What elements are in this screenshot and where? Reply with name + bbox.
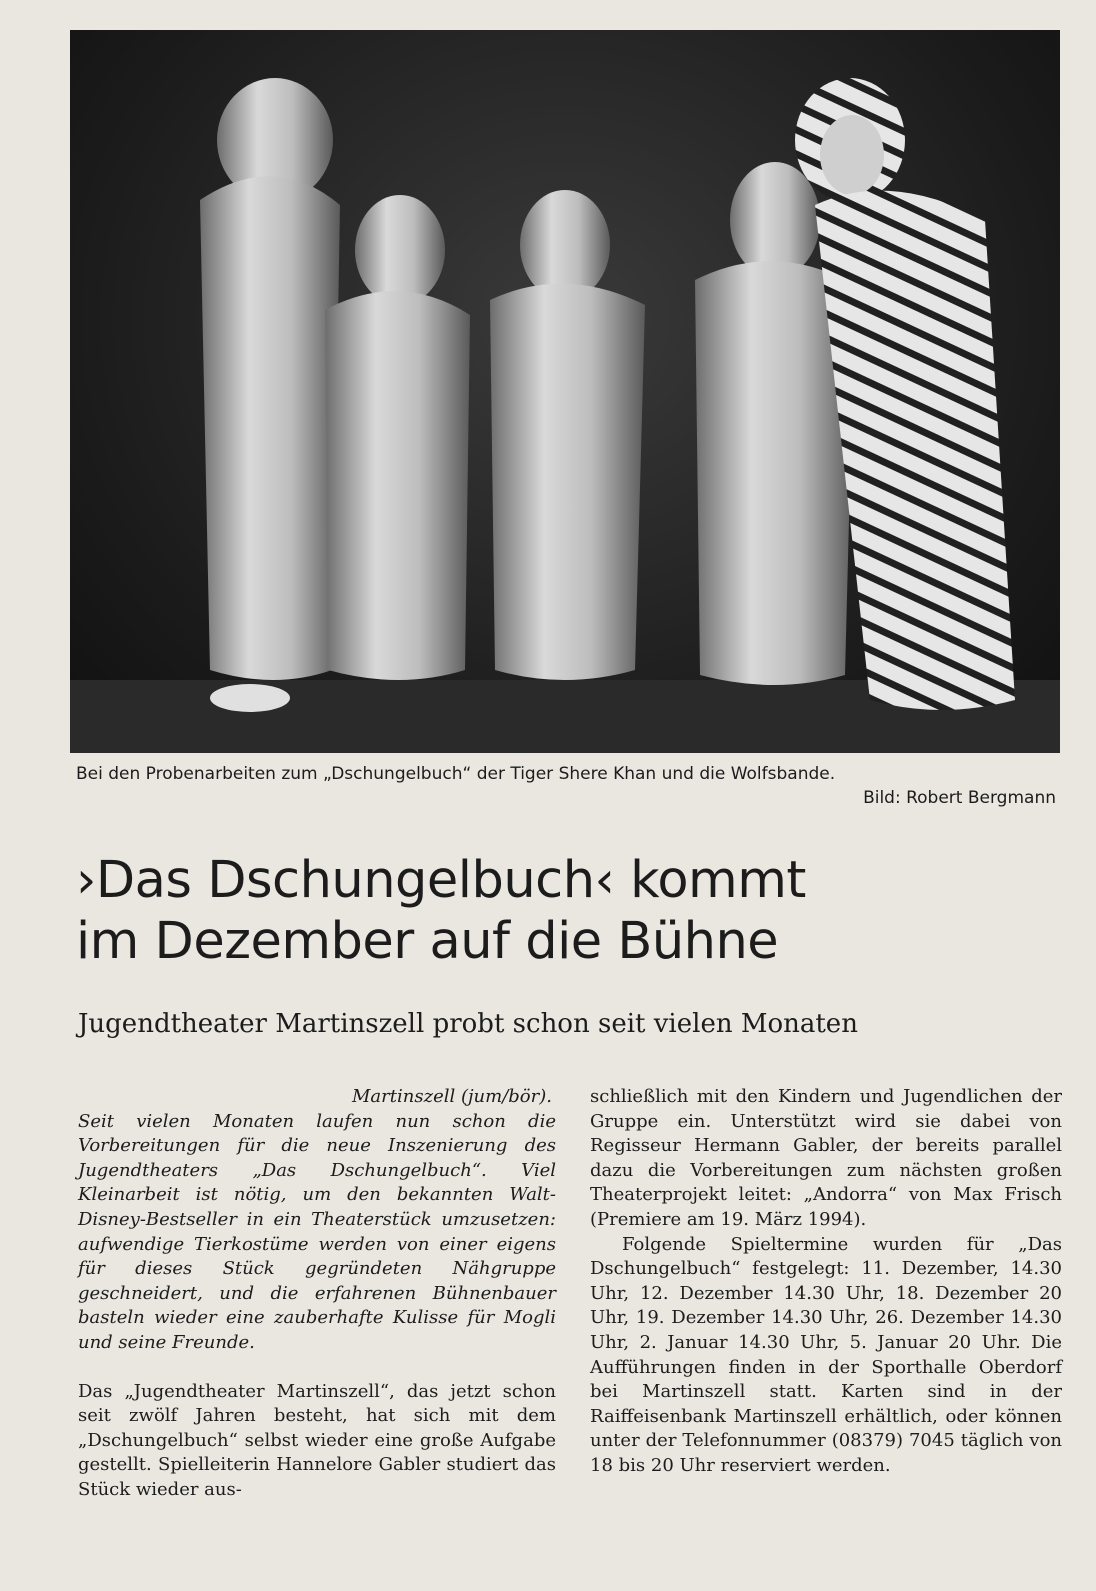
headline-line-2: im Dezember auf die Bühne (76, 912, 779, 971)
caption-text: Bei den Probenarbeiten zum „Dschungelbuch“ der Tiger Shere Khan und die Wolfsbande. (76, 764, 836, 784)
headline (76, 850, 1056, 972)
subheadline: Jugendtheater Martinszell probt schon seit vielen Monaten (78, 1009, 858, 1039)
paragraph-1: Das „Jugendtheater Martinszell“, das jetzt schon seit zwölf Jahren besteht, hat sich mit dem „Dschungelbuch“ selbst wieder eine große Aufgabe gestellt. Spielleiterin Hannelore Gabler studiert das Stück wieder aus- (78, 1380, 556, 1500)
article-intro (78, 1085, 556, 1356)
rehearsal-photo (70, 30, 1060, 753)
wolf-costume-figure-3 (490, 190, 645, 680)
wolf-costume-figure-1 (200, 78, 340, 712)
intro-text: Seit vielen Monaten laufen nun schon die Vorbereitungen für die neue Inszenierung des Jugendtheaters „Das Dschungelbuch“. Viel Kleinarbeit ist nötig, um den bekannten Walt-Disney-Bestseller in ein Theaterstück umzusetzen: aufwendige Tierkostüme werden von einer eigens für dieses Stück gegründeten Nähgruppe geschneidert, und die erfahrenen Bühnenbauer basteln wieder eine zauberhafte Kulisse für Mogli und seine Freunde. (78, 1110, 556, 1353)
photo-credit: Bild: Robert Bergmann (863, 788, 1056, 808)
costume-figures-illustration (70, 30, 1060, 753)
article-column-1 (78, 1085, 556, 1503)
paragraph-1-continued: schließlich mit den Kindern und Jugendlichen der Gruppe ein. Unterstützt wird sie dabei von Regisseur Hermann Gabler, der bereits parallel dazu die Vorbereitungen zum nächsten großen Theaterprojekt leitet: „Andorra“ von Max Frisch (Premiere am 19. März 1994). (590, 1086, 1062, 1230)
article-column-2 (590, 1085, 1062, 1479)
photo-caption (76, 762, 1056, 810)
paragraph-2: Folgende Spieltermine wurden für „Das Dschungelbuch“ festgelegt: 11. Dezember, 14.30 Uhr, 12. Dezember 14.30 Uhr, 18. Dezember 20 Uhr, 19. Dezember 14.30 Uhr, 26. Dezember 14.30 Uhr, 2. Januar 14.30 Uhr, 5. Januar 20 Uhr. Die Aufführungen finden in der Sporthalle Oberdorf bei Martinszell statt. Karten sind in der Raiffeisenbank Martinszell erhältlich, oder können unter der Telefonnummer (08379) 7045 täglich von 18 bis 20 Uhr reserviert werden. (590, 1233, 1062, 1476)
dateline: Martinszell (jum/bör). (352, 1086, 552, 1107)
headline-line-1: ›Das Dschungelbuch‹ kommt (76, 851, 806, 910)
wolf-costume-figure-2 (325, 195, 470, 680)
